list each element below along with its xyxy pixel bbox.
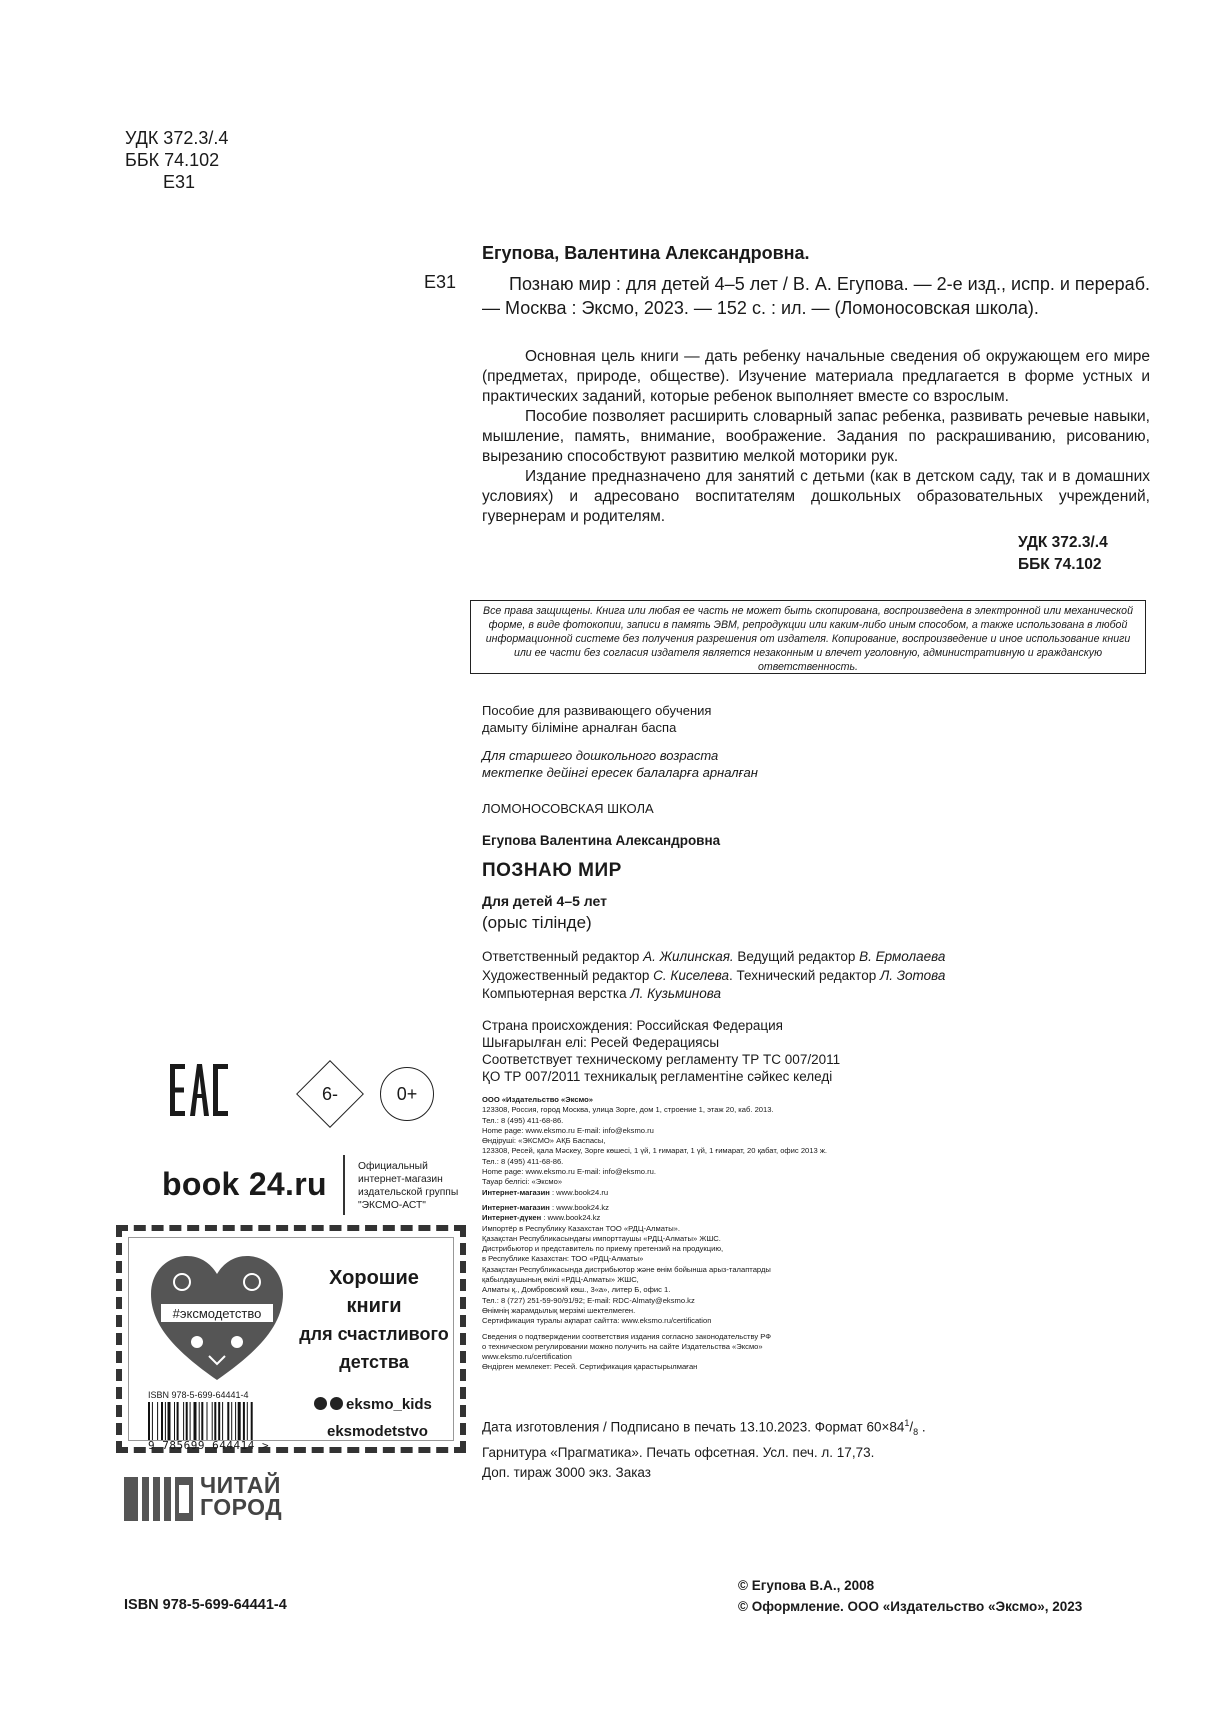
editor-line: Ответственный редактор А. Жилинская. Ведущий редактор В. Ермолаева <box>482 949 946 964</box>
author-mark: Е31 <box>163 172 196 192</box>
editors-block <box>482 948 945 1004</box>
imprint-line: в Республике Казахстан: ТОО «РДЦ-Алматы» <box>482 1254 644 1264</box>
record-code: Е31 <box>424 272 457 292</box>
imprint-line: Сертификация туралы ақпарат сайтта: www.eksmo.ru/certification <box>482 1316 712 1326</box>
svg-text:#эксмодетство: #эксмодетство <box>172 1306 262 1321</box>
print-info <box>482 1413 926 1484</box>
copyright-block <box>738 1575 1082 1617</box>
record-annotation <box>482 347 1150 527</box>
imprint-line: 123308, Россия, город Москва, улица Зорге, дом 1, строение 1, этаж 20, каб. 2013. <box>482 1105 774 1115</box>
heart-illustration-icon <box>147 1252 287 1384</box>
imprint-line: Импортёр в Республику Казахстан ТОО «РДЦ-Алматы». <box>482 1223 681 1233</box>
language-note: (орыс тілінде) <box>482 913 592 932</box>
book24-description: Официальный интернет-магазин издательской группы "ЭКСМО-АСТ" <box>358 1161 459 1211</box>
chitai-gorod-text: ЧИТАЙ ГОРОД <box>200 1472 283 1520</box>
origin-line: Шығарылған елі: Ресей Федерациясы <box>482 1035 720 1050</box>
social-handle: eksmo_kids <box>314 1396 432 1413</box>
print-info-line: Гарнитура «Прагматика». Печать офсетная. Усл. печ. л. 17,73. <box>482 1444 875 1460</box>
udk-code: УДК 372.3/.4 <box>125 128 229 148</box>
print-info-line: Доп. тираж 3000 экз. Заказ <box>482 1465 651 1481</box>
imprint-line: www.eksmo.ru/certification <box>482 1352 572 1362</box>
copyright-line: © Оформление. ООО «Издательство «Эксмо», 2023 <box>738 1599 1083 1614</box>
series-name: ЛОМОНОСОВСКАЯ ШКОЛА <box>482 801 654 816</box>
record-classification <box>1018 532 1108 576</box>
book-title: ПОЗНАЮ МИР <box>482 860 622 881</box>
purpose-block <box>482 702 711 736</box>
rights-notice: Все права защищены. Книга или любая ее часть не может быть скопирована, воспроизведена в электронной или механической форме, в виде фотокопии, записи в память ЭВМ, репродукции или каким-либо иным способом, а также использована в любой информационной системе без получения разрешения от издателя. Копирование, воспроизведение и иное использование книги или ее части без согласия издателя является незаконным и влечет уголовную, административную и гражданскую ответственность. <box>470 600 1146 674</box>
annotation-paragraph: Пособие позволяет расширить словарный запас ребенка, развивать речевые навыки, мышление, память, внимание, воображение. Задания по раскрашиванию, рисованию, вырезанию способствуют развитию мелкой моторики рук. <box>482 408 1150 465</box>
imprint-line: Сведения о подтверждении соответствия издания согласно законодательству РФ <box>482 1331 772 1341</box>
imprint-line: 123308, Ресей, қала Мәскеу, Зорге көшесі, 1 үй, 1 ғимарат, 1 үй, 1 ғимарат, 20 қабат, офис 2013 ж. <box>482 1146 828 1156</box>
imprint-line: Өнімнің жарамдылық мерзімі шектелмеген. <box>482 1305 636 1315</box>
book-subtitle: Для детей 4–5 лет <box>482 893 607 909</box>
barcode: ISBN 978-5-699-64441-4 9 785699 644414 > <box>144 1392 294 1454</box>
chitai-gorod-logo-icon <box>124 1477 194 1521</box>
origin-line: Соответствует техническому регламенту ТР ТС 007/2011 <box>482 1052 841 1067</box>
origin-line: ҚО ТР 007/2011 техникалық регламентіне сәйкес келеді <box>482 1069 833 1084</box>
imprint-line: о техническом регулировании можно получить на сайте Издательства «Эксмо» <box>482 1341 763 1351</box>
publisher-imprint <box>482 1095 962 1373</box>
record-author-heading: Егупова, Валентина Александровна. <box>482 243 810 263</box>
imprint-line: Интернет-дүкен : www.book24.kz <box>482 1213 601 1223</box>
annotation-paragraph: Основная цель книги — дать ребенку начальные сведения об окружающем его мире (предметах, природе, обществе). Изучение материала предлагается в форме устных и практических заданий, которые ребенок выполняет вместе со взрослым. <box>482 348 1150 405</box>
eac-mark-icon <box>170 1064 228 1116</box>
copyright-line: © Егупова В.А., 2008 <box>738 1578 875 1593</box>
imprint-line: Тел.: 8 (727) 251-59-90/91/92; E-mail: RDC-Almaty@eksmo.kz <box>482 1295 695 1305</box>
imprint-line: Дистрибьютор и представитель по приему претензий на продукцию, <box>482 1244 724 1254</box>
age-rating-diamond: 6- <box>296 1060 364 1128</box>
purpose-kz: дамыту біліміне арналған баспа <box>482 720 677 735</box>
classification-block <box>125 127 228 193</box>
age-group-block <box>482 747 758 781</box>
origin-block <box>482 1017 840 1085</box>
editor-line: Художественный редактор С. Киселева. Технический редактор Л. Зотова <box>482 967 946 983</box>
purpose-ru: Пособие для развивающего обучения <box>482 703 712 718</box>
imprint-line: ООО «Издательство «Эксмо» <box>482 1095 593 1104</box>
age-group-ru: Для старшего дошкольного возраста <box>482 748 719 763</box>
imprint-line: Тел.: 8 (495) 411-68-86. <box>482 1156 564 1166</box>
social-handle: eksmodetstvo <box>327 1423 428 1440</box>
print-info-line: Дата изготовления / Подписано в печать 13.10.2023. Формат $60\times 84^1/_8$ . <box>482 1418 926 1438</box>
imprint-line: Алматы қ., Домбровский көш., 3«а», литер Б, офис 1. <box>482 1285 671 1295</box>
imprint-line: Home page: www.eksmo.ru E-mail: info@eksmo.ru <box>482 1125 654 1135</box>
imprint-line: Home page: www.eksmo.ru E-mail: info@eksmo.ru. <box>482 1167 656 1177</box>
annotation-paragraph: Издание предназначено для занятий с детьми (как в детском саду, так и в домашних условиях) и адресовано воспитателям дошкольных образовательных учреждений, гувернерам и родителям. <box>482 468 1150 525</box>
imprint-line: Тел.: 8 (495) 411-68-86. <box>482 1115 564 1125</box>
imprint-line: қабылдаушының өкілі «РДЦ-Алматы» ЖШС, <box>482 1275 639 1285</box>
book24-logo: book 24.ru <box>162 1166 327 1202</box>
barcode-bars-icon <box>148 1402 288 1440</box>
imprint-line: Өндірген мемлекет: Ресей. Сертификация қарастырылмаған <box>482 1362 698 1372</box>
imprint-line: Қазақстан Республикасындағы импорттаушы «РДЦ-Алматы» ЖШС. <box>482 1233 721 1243</box>
record-bbk: ББК 74.102 <box>1018 556 1102 573</box>
bbk-code: ББК 74.102 <box>125 150 220 170</box>
imprint-line: Қазақстан Республикасында дистрибьютор және өнім бойынша арыз-талаптарды <box>482 1264 771 1274</box>
author-full: Егупова Валентина Александровна <box>482 833 721 848</box>
origin-line: Страна происхождения: Российская Федерация <box>482 1018 783 1033</box>
isbn: ISBN 978-5-699-64441-4 <box>124 1597 287 1613</box>
divider <box>343 1155 345 1215</box>
imprint-line: Тауар белгісі: «Эксмо» <box>482 1177 563 1187</box>
age-group-kz: мектепке дейінгі ересек балаларға арналған <box>482 765 758 780</box>
age-rating-circle: 0+ <box>380 1067 434 1121</box>
record-description: Познаю мир : для детей 4–5 лет / В. А. Егупова. — 2-е изд., испр. и перераб. — Москва : Эксмо, 2023. — 152 с. : ил. — (Ломоносовская школа). <box>482 274 1151 318</box>
imprint-line: Интернет-магазин : www.book24.ru <box>482 1187 609 1197</box>
promo-tagline: Хорошие книги для счастливого детства <box>299 1267 449 1372</box>
imprint-line: Өндіруші: «ЭКСМО» АҚБ Баспасы, <box>482 1136 606 1146</box>
imprint-line: Интернет-магазин : www.book24.kz <box>482 1202 609 1212</box>
record-udk: УДК 372.3/.4 <box>1018 534 1108 551</box>
editor-line: Компьютерная верстка Л. Кузьминова <box>482 986 721 1001</box>
promo-card <box>116 1225 466 1453</box>
